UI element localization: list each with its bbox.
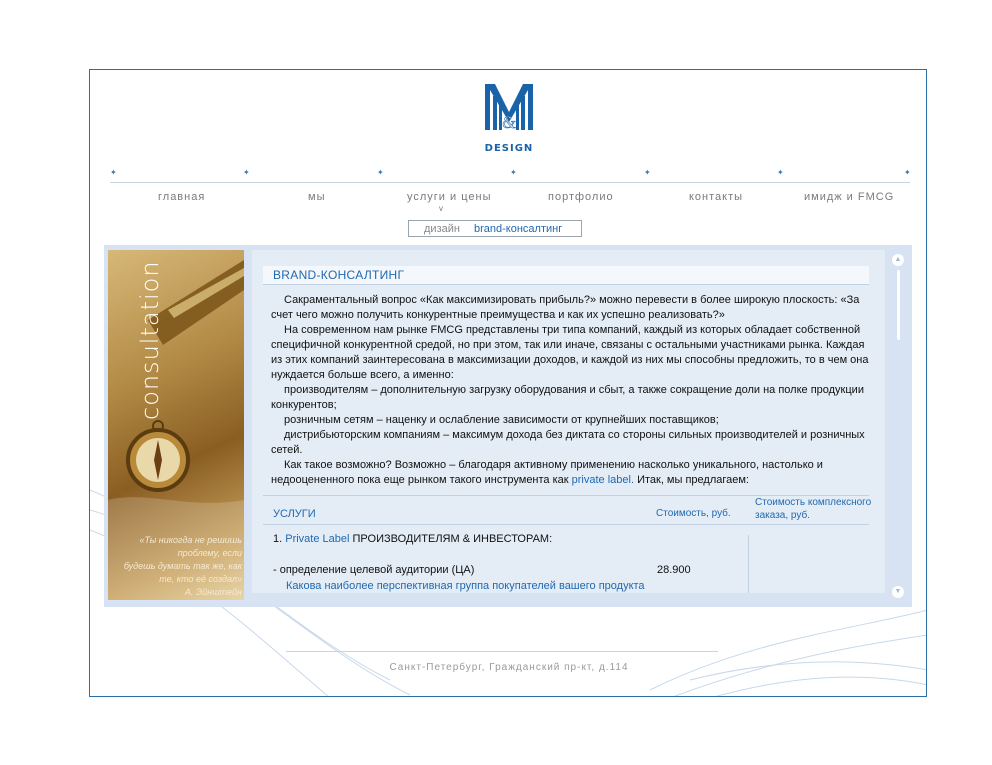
- scroll-down-icon[interactable]: ▼: [892, 586, 904, 598]
- logo[interactable]: [483, 82, 535, 154]
- paragraph: На современном нам рынке FMCG представлены три типа компаний, каждый из которых обладает собственной специфичной конкурентной средой, но при этом, так или иначе, связаны с остальными участниками рынка. Каждая из этих компаний заинтересована в максимизации доходов, и каждой из них мы способны предложить, то в чем она нуждается больше всего, а именно:: [271, 324, 869, 381]
- nav-dot-icon: ✦: [644, 168, 651, 177]
- page-frame: [89, 69, 927, 697]
- nav-dot-icon: ✦: [110, 168, 117, 177]
- section-number: 1.: [273, 533, 286, 545]
- list-item: производителям – дополнительную загрузку оборудования и сбыт, а также сокращение доли на полке продукции конкурентов;: [271, 384, 864, 411]
- nav-dot-icon: ✦: [377, 168, 384, 177]
- private-label-section-link[interactable]: Private Label: [285, 533, 350, 545]
- list-item: дистрибьюторским компаниям – максимум дохода без диктата со стороны сильных производителей и розничных сетей.: [271, 429, 865, 456]
- quote-author: А. Эйнштейн: [184, 587, 242, 597]
- private-label-link[interactable]: private label.: [571, 474, 635, 486]
- table-header-border: [263, 524, 869, 525]
- paragraph: [271, 458, 871, 488]
- column-header-complex-price: [755, 496, 871, 522]
- subnav-item-brand-consulting[interactable]: brand-консалтинг: [474, 223, 563, 235]
- column-header-line: заказа, руб.: [755, 510, 810, 521]
- subnav: [408, 220, 582, 237]
- photo-vertical-word: consultation: [136, 260, 164, 420]
- table-row-description: Какова наиболее перспективная группа покупателей вашего продукта: [286, 580, 645, 592]
- logo-mark-icon: [483, 82, 535, 142]
- svg-text:&: &: [501, 113, 517, 132]
- quote-line: «Ты никогда не решишь: [139, 535, 242, 545]
- list-item: розничным сетям – наценку и ослабление зависимости от крупнейших поставщиков;: [284, 414, 719, 426]
- column-header-line: Стоимость комплексного: [755, 497, 872, 508]
- section-title: ПРОИЗВОДИТЕЛЯМ & ИНВЕСТОРАМ:: [349, 533, 553, 545]
- article-body: [271, 293, 871, 488]
- footer-divider: [286, 651, 718, 652]
- column-header-services: УСЛУГИ: [273, 508, 316, 520]
- nav-dot-icon: ✦: [510, 168, 517, 177]
- quote-line: те, кто её создал»: [159, 574, 242, 584]
- nav-item-home[interactable]: главная: [158, 191, 206, 203]
- quote-line: будешь думать так же, как: [123, 561, 242, 571]
- table-row-price: 28.900: [657, 564, 691, 576]
- column-header-price: Стоимость, руб.: [656, 508, 731, 519]
- scroll-up-icon[interactable]: ▲: [892, 254, 904, 266]
- nav-dot-icon: ✦: [777, 168, 784, 177]
- paragraph-text: Итак, мы предлагаем:: [634, 474, 749, 486]
- nav-item-image-fmcg[interactable]: имидж и FMCG: [804, 191, 895, 203]
- paragraph: Сакраментальный вопрос «Как максимизировать прибыль?» можно перевести в более широкую плоскость: «За счет чего можно получить конкурентные преимущества и как их успешно реализовать?»: [271, 294, 860, 321]
- scrollbar[interactable]: [888, 250, 908, 600]
- nav-item-about[interactable]: мы: [308, 191, 326, 203]
- nav-dot-icon: ✦: [904, 168, 911, 177]
- nav-item-contacts[interactable]: контакты: [689, 191, 744, 203]
- subnav-item-design[interactable]: дизайн: [424, 223, 460, 235]
- scroll-thumb[interactable]: [897, 270, 900, 340]
- nav-dot-icon: ✦: [243, 168, 250, 177]
- table-row-label: - определение целевой аудитории (ЦА): [273, 564, 475, 576]
- quote-line: проблему, если: [177, 548, 242, 558]
- column-separator: [748, 535, 749, 593]
- paragraph-text: Как такое возможно? Возможно – благодаря активному применению насколько уникального, настолько и недооцененного пока еще рынком такого инструмента как: [271, 459, 823, 486]
- page-title: BRAND-КОНСАЛТИНГ: [263, 266, 869, 285]
- content-panel: [104, 245, 912, 607]
- table-section-heading: [273, 533, 552, 545]
- nav-item-portfolio[interactable]: портфолио: [548, 191, 614, 203]
- footer-address: Санкт-Петербург, Гражданский пр-кт, д.114: [389, 662, 629, 673]
- article: [252, 250, 885, 593]
- logo-text: DESIGN: [484, 143, 534, 154]
- photo-quote: [114, 534, 242, 599]
- sidebar-photo: [108, 250, 244, 600]
- nav-divider: [110, 182, 910, 183]
- nav-item-services[interactable]: услуги и цены: [407, 191, 492, 203]
- nav-active-arrow-icon: v: [439, 204, 443, 213]
